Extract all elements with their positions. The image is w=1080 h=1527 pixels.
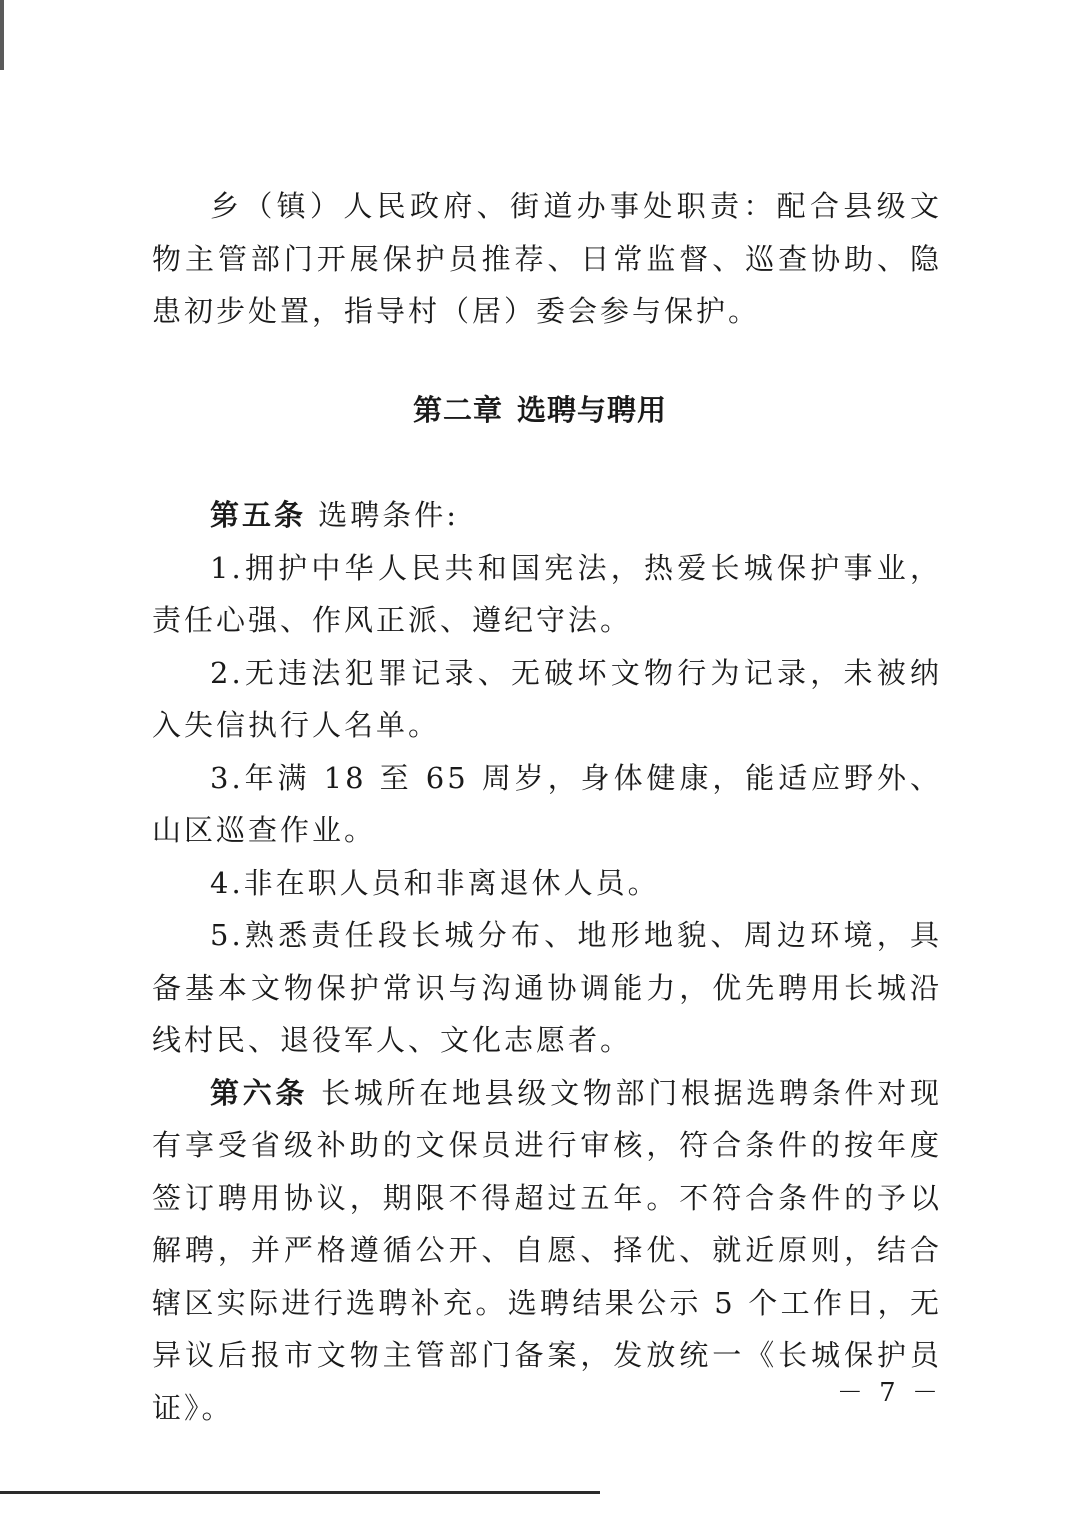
article-5-item-2: 2.无违法犯罪记录、无破坏文物行为记录，未被纳入失信执行人名单。 [152, 655, 942, 742]
article-5-item-1: 1.拥护中华人民共和国宪法，热爱长城保护事业，责任心强、作风正派、遵纪守法。 [152, 550, 942, 637]
bottom-rule [0, 1491, 600, 1494]
scan-edge-mark [0, 0, 4, 70]
article-6 [152, 1067, 942, 1435]
intro-paragraph: 乡（镇）人民政府、街道办事处职责：配合县级文物主管部门开展保护员推荐、日常监督、巡查协助、隐患初步处置，指导村（居）委会参与保护。 [152, 189, 942, 328]
chapter-number: 第二章 [412, 393, 503, 427]
article-5-title: 选聘条件: [318, 498, 460, 532]
article-5-label: 第五条 [210, 498, 307, 532]
intro-section [152, 180, 942, 338]
article-5-heading [152, 489, 942, 542]
articles-section [152, 489, 942, 1434]
article-5-item-4: 4.非在职人员和非离退休人员。 [210, 865, 660, 900]
article-6-text: 长城所在地县级文物部门根据选聘条件对现有享受省级补助的文保员进行审核，符合条件的按年度签订聘用协议，期限不得超过五年。不符合条件的予以解聘，并严格遵循公开、自愿、择优、就近原则，结合辖区实际进行选聘补充。选聘结果公示 5 个工作日，无异议后报市文物主管部门备案，发放统一《长城保护员证》。 [152, 1075, 942, 1425]
page-number: － 7 － [836, 1378, 942, 1408]
article-5-item-5: 5.熟悉责任段长城分布、地形地貌、周边环境，具备基本文物保护常识与沟通协调能力，优先聘用长城沿线村民、退役军人、文化志愿者。 [152, 918, 942, 1057]
article-5-item-3: 3.年满 18 至 65 周岁，身体健康，能适应野外、山区巡查作业。 [152, 760, 942, 847]
chapter-heading [0, 388, 1080, 432]
chapter-title: 选聘与聘用 [517, 393, 668, 427]
article-6-label: 第六条 [210, 1075, 309, 1110]
